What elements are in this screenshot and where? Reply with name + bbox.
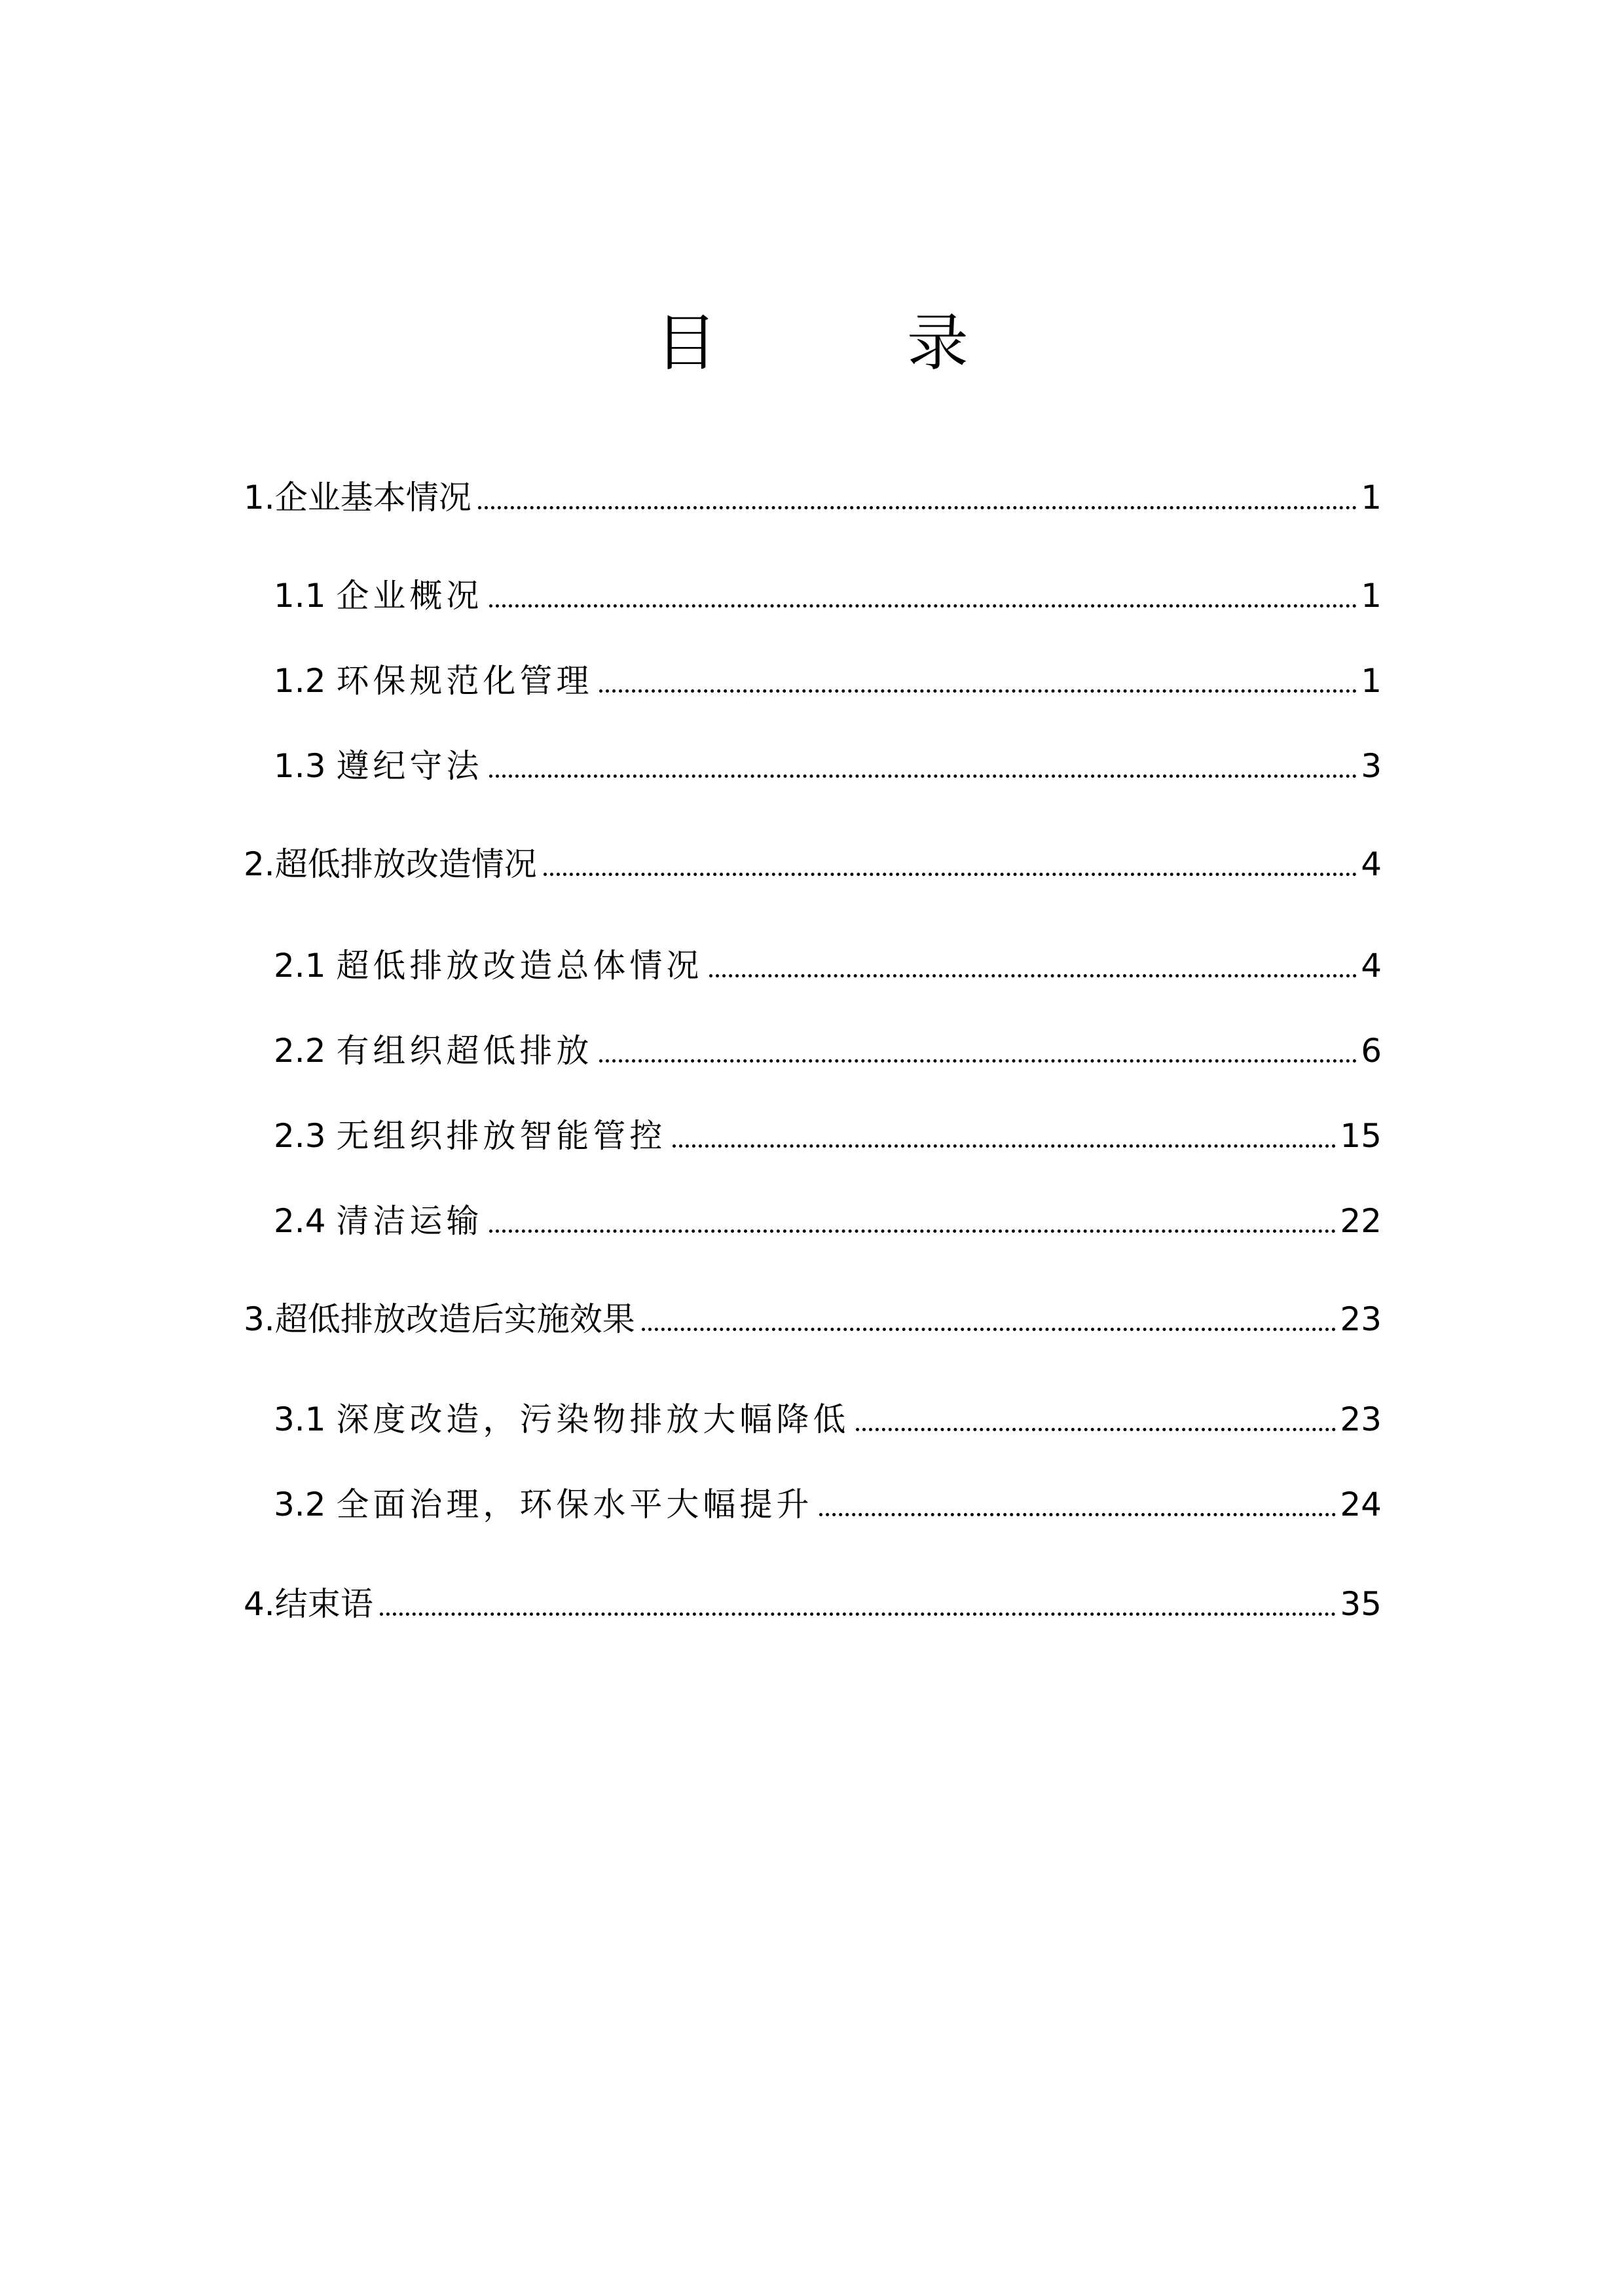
toc-entry-1-3[interactable]	[274, 740, 1382, 792]
toc-entry-3[interactable]	[244, 1293, 1382, 1345]
toc-entry-label: 有组织超低排放	[336, 1032, 593, 1070]
toc-entry-label: 企业概况	[336, 577, 483, 615]
toc-entry-label: 超低排放改造后实施效果	[274, 1300, 635, 1338]
toc-entry-page: 1	[1361, 479, 1382, 517]
toc-entry-number: 3.1	[274, 1400, 326, 1438]
toc-entry-number: 3.2	[274, 1485, 326, 1523]
toc-entry-2-3[interactable]	[274, 1110, 1382, 1162]
toc-entry-label: 超低排放改造总体情况	[336, 947, 703, 985]
toc-dot-leader	[380, 1613, 1337, 1616]
toc-entry-label: 遵纪守法	[336, 747, 483, 785]
toc-entry-1-2[interactable]	[274, 655, 1382, 707]
toc-entry-page: 15	[1340, 1117, 1382, 1155]
toc-entry-2-2[interactable]	[274, 1025, 1382, 1077]
toc-entry-number: 1.3	[274, 747, 326, 785]
toc-entry-label: 全面治理，环保水平大幅提升	[336, 1485, 813, 1523]
toc-dot-leader	[673, 1144, 1336, 1148]
toc-entry-page: 4	[1361, 845, 1382, 883]
toc-dot-leader	[856, 1428, 1336, 1431]
toc-entry-label: 企业基本情况	[274, 479, 471, 517]
toc-entry-page: 4	[1361, 947, 1382, 985]
toc-entry-label: 深度改造，污染物排放大幅降低	[336, 1400, 850, 1438]
toc-dot-leader	[489, 1230, 1336, 1233]
toc-entry-number: 2.1	[274, 947, 326, 985]
toc-entry-page: 1	[1361, 577, 1382, 615]
toc-entry-page: 23	[1340, 1400, 1382, 1438]
toc-dot-leader	[599, 1059, 1357, 1063]
toc-dot-leader	[478, 506, 1357, 509]
toc-entry-1-1[interactable]	[274, 570, 1382, 622]
toc-entry-label: 超低排放改造情况	[274, 845, 537, 883]
toc-entry-1[interactable]	[244, 471, 1382, 524]
toc-dot-leader	[489, 774, 1357, 778]
toc-title: 目 录	[655, 308, 1054, 379]
toc-entry-number: 1.1	[274, 577, 326, 615]
toc-entry-3-1[interactable]	[274, 1393, 1382, 1446]
toc-entry-2-4[interactable]	[274, 1195, 1382, 1247]
toc-entry-label: 环保规范化管理	[336, 662, 593, 700]
toc-entry-3-2[interactable]	[274, 1478, 1382, 1531]
toc-dot-leader	[642, 1328, 1337, 1331]
toc-dot-leader	[599, 689, 1357, 693]
toc-dot-leader	[819, 1513, 1336, 1516]
toc-entry-number: 2.4	[274, 1202, 326, 1240]
toc-entry-2[interactable]	[244, 838, 1382, 890]
toc-entry-number: 2.3	[274, 1117, 326, 1155]
toc-entry-page: 24	[1340, 1485, 1382, 1523]
toc-dot-leader	[489, 604, 1357, 608]
toc-entry-number: 1.	[244, 479, 275, 517]
toc-entry-number: 2.	[244, 845, 275, 883]
toc-entry-page: 35	[1340, 1585, 1382, 1623]
toc-entry-page: 22	[1340, 1202, 1382, 1240]
toc-entry-number: 3.	[244, 1300, 275, 1338]
toc-dot-leader	[544, 873, 1357, 876]
toc-entry-number: 2.2	[274, 1032, 326, 1070]
toc-entry-page: 6	[1361, 1032, 1382, 1070]
toc-entry-4[interactable]	[244, 1578, 1382, 1630]
toc-entry-page: 3	[1361, 747, 1382, 785]
toc-entry-number: 1.2	[274, 662, 326, 700]
toc-entry-label: 无组织排放智能管控	[336, 1117, 667, 1155]
toc-entry-label: 清洁运输	[336, 1202, 483, 1240]
toc-entry-number: 4.	[244, 1585, 275, 1623]
toc-entry-page: 1	[1361, 662, 1382, 700]
toc-entry-label: 结束语	[274, 1585, 373, 1623]
toc-dot-leader	[709, 974, 1357, 977]
toc-entry-page: 23	[1340, 1300, 1382, 1338]
toc-entry-2-1[interactable]	[274, 939, 1382, 992]
